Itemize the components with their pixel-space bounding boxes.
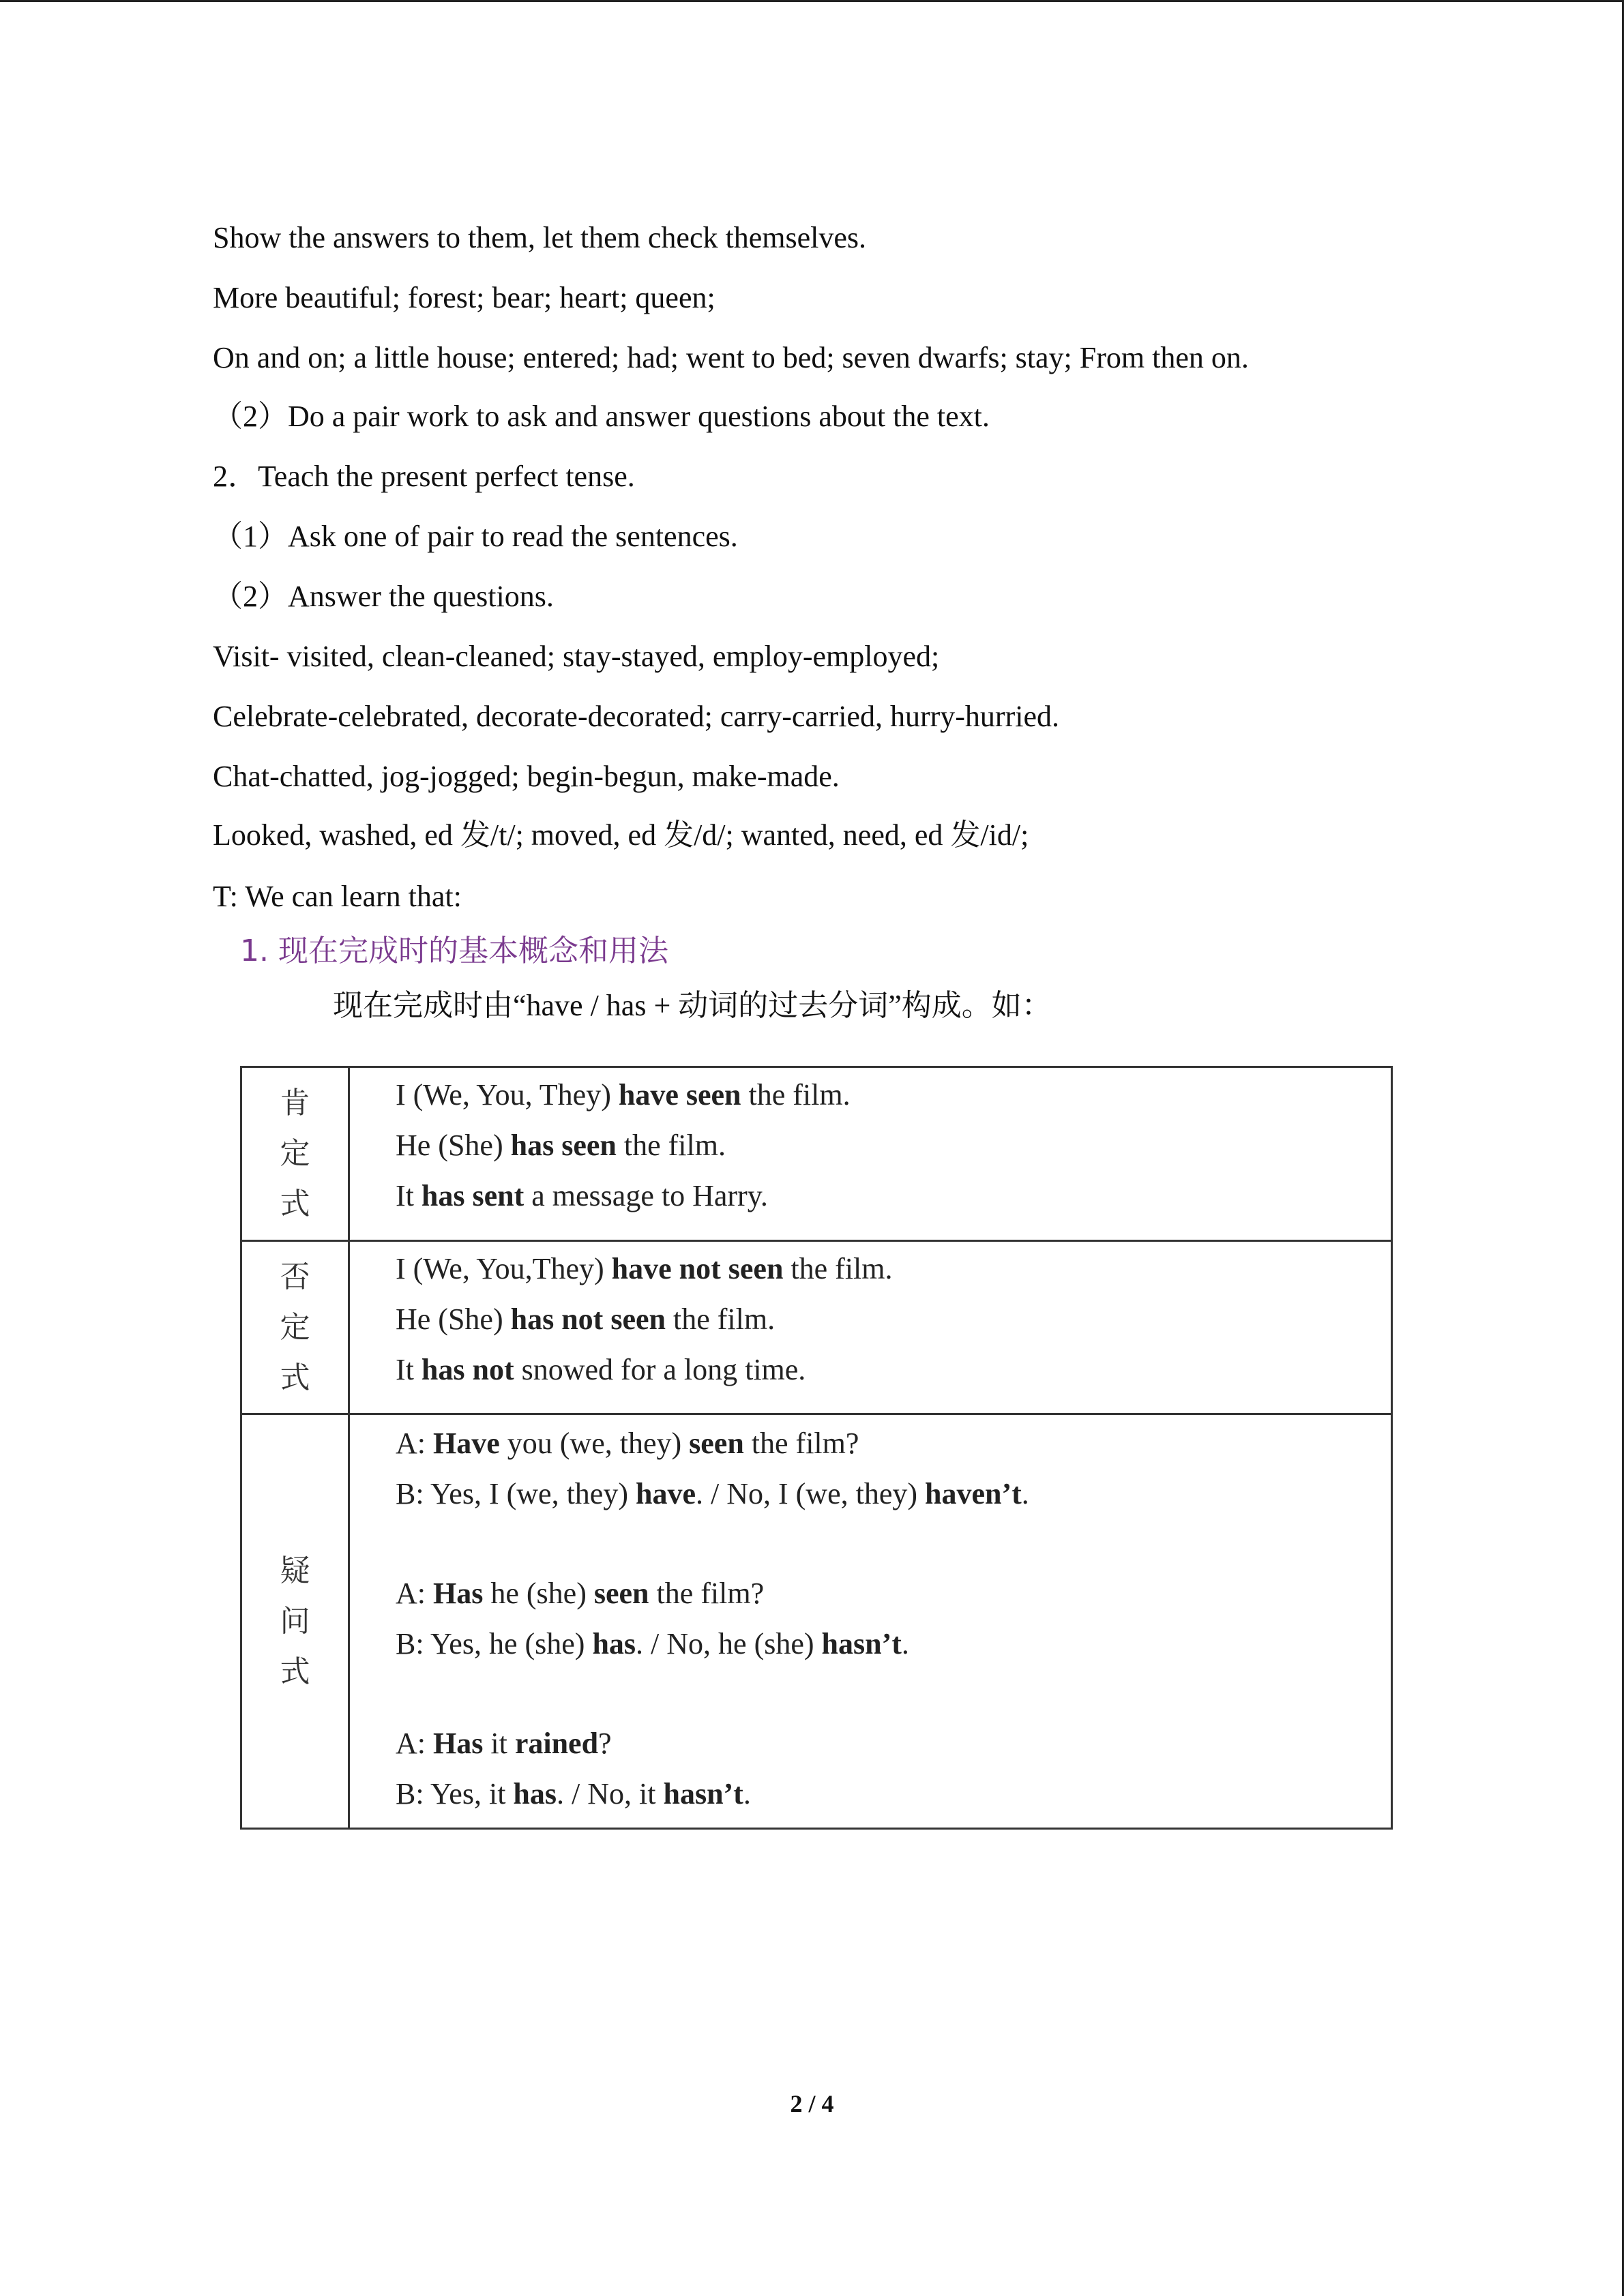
bold-verb-part: has seen: [510, 1129, 617, 1162]
sentence-part: the film?: [743, 1427, 859, 1460]
body-line: （2）Answer the questions.: [213, 580, 554, 613]
bold-verb-part: have not seen: [611, 1252, 784, 1285]
sentence-part: you (we, they): [499, 1427, 690, 1460]
sentence-part: I (We, You,They): [396, 1252, 612, 1285]
bold-verb-part: has sent: [421, 1179, 525, 1212]
sentence-part: it: [483, 1727, 515, 1760]
body-line: More beautiful; forest; bear; heart; queen;: [213, 281, 715, 314]
row-label: 否定式: [280, 1259, 310, 1395]
bold-verb-part: have seen: [618, 1078, 741, 1112]
sentence-part: He (She): [396, 1302, 511, 1336]
sentence-part: It: [396, 1353, 422, 1386]
row-label-cell: [242, 1242, 350, 1413]
example-sentence: [396, 1302, 775, 1337]
sentence-part: I (We, You, They): [396, 1078, 619, 1112]
sentence-part: B: Yes, he (she): [396, 1627, 593, 1660]
sentence-part: snowed for a long time.: [514, 1353, 806, 1386]
body-line: Show the answers to them, let them check themselves.: [213, 221, 866, 254]
sentence-part: the film?: [649, 1577, 765, 1610]
bold-verb-part: seen: [689, 1427, 744, 1460]
body-line: Visit- visited, clean-cleaned; stay-stayed, employ-employed;: [213, 640, 940, 673]
table-row-affirmative: [242, 1068, 1391, 1240]
example-sentence: [396, 1576, 764, 1611]
body-line: On and on; a little house; entered; had; went to bed; seven dwarfs; stay; From then on.: [213, 341, 1249, 374]
intro-line: 现在完成时由“have / has + 动词的过去分词”构成。如：: [333, 989, 1052, 1022]
sentence-part: he (she): [483, 1577, 594, 1610]
bold-verb-part: Has: [433, 1577, 484, 1610]
sentence-part: ?: [598, 1727, 612, 1760]
sentence-part: A:: [396, 1427, 433, 1460]
sentence-part: . / No, he (she): [636, 1627, 822, 1660]
bold-verb-part: Has: [433, 1727, 484, 1760]
bold-verb-part: has not seen: [510, 1302, 666, 1336]
example-sentence: [396, 1426, 859, 1461]
example-sentence: [396, 1128, 726, 1163]
sentence-part: B: Yes, it: [396, 1777, 514, 1810]
sentence-part: He (She): [396, 1129, 511, 1162]
example-sentence: [396, 1476, 1029, 1511]
example-sentence: [396, 1352, 806, 1387]
sentence-part: the film.: [783, 1252, 893, 1285]
body-line: T: We can learn that:: [213, 880, 462, 913]
sentence-part: A:: [396, 1577, 433, 1610]
bold-verb-part: has: [513, 1777, 557, 1810]
grammar-table: [240, 1066, 1393, 1830]
sentence-part: . / No, it: [557, 1777, 664, 1810]
page-number: 2 / 4: [790, 2090, 834, 2117]
row-label-cell: [242, 1068, 350, 1240]
body-line: （2）Do a pair work to ask and answer questions about the text.: [213, 400, 990, 433]
bold-verb-part: hasn’t: [821, 1627, 902, 1660]
sentence-part: .: [901, 1627, 909, 1660]
body-line: Looked, washed, ed 发/t/; moved, ed 发/d/; wanted, need, ed 发/id/;: [213, 818, 1029, 852]
example-sentence: [396, 1077, 851, 1112]
sentence-part: .: [1021, 1477, 1029, 1510]
sentence-part: the film.: [665, 1302, 776, 1336]
bold-verb-part: haven’t: [925, 1477, 1022, 1510]
sentence-part: . / No, I (we, they): [695, 1477, 925, 1510]
bold-verb-part: rained: [514, 1727, 599, 1760]
bold-verb-part: has not: [421, 1353, 514, 1386]
sentence-part: .: [743, 1777, 751, 1810]
sentence-part: It: [396, 1179, 422, 1212]
row-label: 肯定式: [280, 1086, 310, 1221]
body-line: （1）Ask one of pair to read the sentences.: [213, 520, 738, 553]
section-heading: 1. 现在完成时的基本概念和用法: [240, 934, 668, 968]
table-row-interrogative: [242, 1413, 1391, 1828]
example-sentence: [396, 1626, 909, 1661]
example-sentence: [396, 1178, 768, 1213]
example-sentence: [396, 1251, 893, 1286]
body-line: Chat-chatted, jog-jogged; begin-begun, make-made.: [213, 760, 840, 793]
example-sentence: [396, 1776, 751, 1811]
bold-verb-part: Have: [433, 1427, 500, 1460]
bold-verb-part: seen: [593, 1577, 649, 1610]
body-line: 2．Teach the present perfect tense.: [213, 460, 635, 493]
table-row-negative: [242, 1240, 1391, 1413]
example-sentence: [396, 1726, 612, 1761]
bold-verb-part: hasn’t: [663, 1777, 743, 1810]
bold-verb-part: has: [592, 1627, 636, 1660]
row-label-cell: [242, 1415, 350, 1828]
body-line: Celebrate-celebrated, decorate-decorated; carry-carried, hurry-hurried.: [213, 700, 1059, 733]
sentence-part: A:: [396, 1727, 433, 1760]
page-top-border: [0, 0, 1624, 2]
sentence-part: B: Yes, I (we, they): [396, 1477, 636, 1510]
bold-verb-part: have: [635, 1477, 696, 1510]
row-label: 疑问式: [280, 1553, 310, 1689]
sentence-part: the film.: [616, 1129, 726, 1162]
sentence-part: a message to Harry.: [524, 1179, 768, 1212]
sentence-part: the film.: [741, 1078, 851, 1112]
